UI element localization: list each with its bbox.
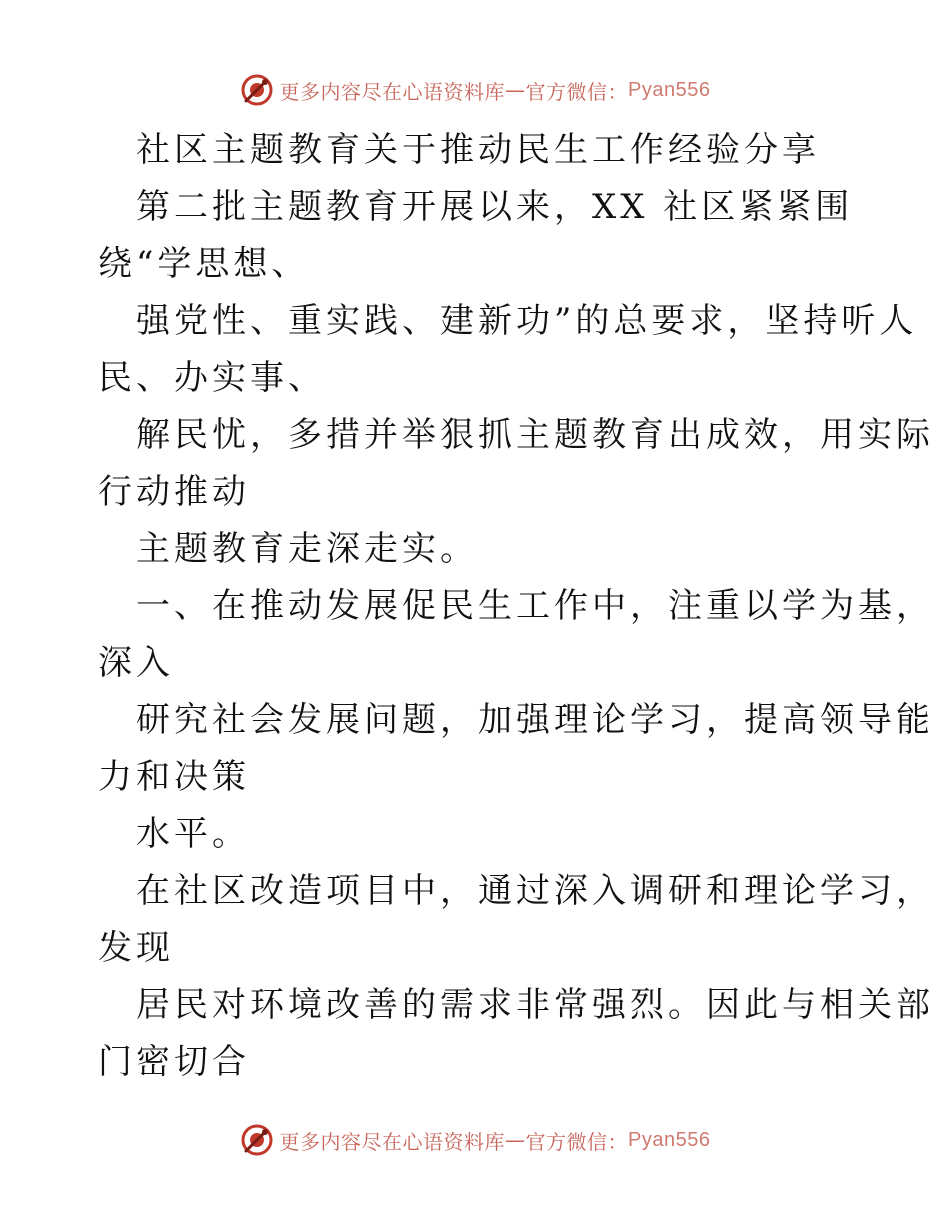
text-line: 研究社会发展问题，加强理论学习，提高领导能 xyxy=(136,700,934,740)
watermark-separator: — xyxy=(505,1128,526,1152)
text-line: 水平。 xyxy=(136,814,250,854)
watermark-main: 更多内容尽在心语资料库 xyxy=(279,79,506,104)
footer-watermark xyxy=(0,1120,950,1160)
watermark-id: Pyan556 xyxy=(628,1128,711,1151)
text-line: 社区主题教育关于推动民生工作经验分享 xyxy=(136,130,820,170)
text-line: 强党性、重实践、建新功”的总要求，坚持听人 xyxy=(136,301,918,341)
text-line: 解民忧，多措并举狠抓主题教育出成效，用实际 xyxy=(136,415,934,455)
watermark-label: 官方微信： xyxy=(525,1129,629,1154)
text-line: 发现 xyxy=(98,928,174,968)
text-line: 行动推动 xyxy=(98,472,250,512)
text-line: 在社区改造项目中，通过深入调研和理论学习， xyxy=(136,871,934,911)
watermark-label: 官方微信： xyxy=(525,79,629,104)
text-line: 居民对环境改善的需求非常强烈。因此与相关部 xyxy=(136,985,934,1025)
watermark-separator: — xyxy=(505,78,526,102)
seal-logo-icon xyxy=(240,1123,274,1157)
text-line: 深入 xyxy=(98,643,174,683)
seal-logo-icon xyxy=(240,73,274,107)
text-line: 绕“学思想、 xyxy=(98,244,310,284)
watermark-id: Pyan556 xyxy=(628,78,711,101)
watermark-text xyxy=(280,1126,711,1155)
text-line: 一、在推动发展促民生工作中，注重以学为基， xyxy=(136,586,934,626)
text-line: 主题教育走深走实。 xyxy=(136,529,478,569)
watermark-main: 更多内容尽在心语资料库 xyxy=(279,1129,506,1154)
text-line: 民、办实事、 xyxy=(98,358,326,398)
document-body xyxy=(98,122,934,1091)
text-line: 门密切合 xyxy=(98,1042,250,1082)
watermark-text xyxy=(280,76,711,105)
header-watermark xyxy=(0,70,950,110)
text-line: 力和决策 xyxy=(98,757,250,797)
text-line: 第二批主题教育开展以来，XX 社区紧紧围 xyxy=(136,187,854,227)
